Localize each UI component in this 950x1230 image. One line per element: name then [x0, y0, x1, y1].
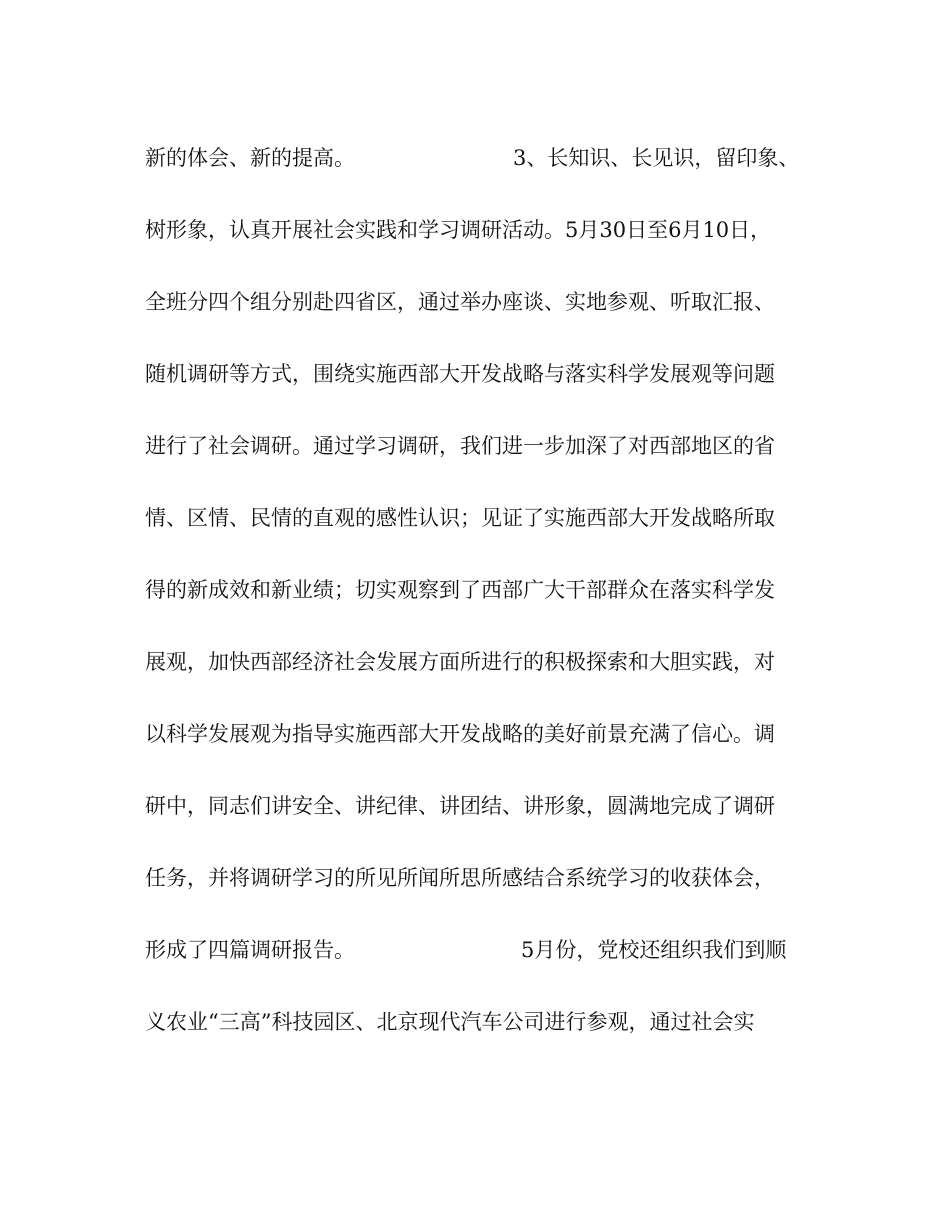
- text-line-11: 任务，并将调研学习的所见所闻所思所感结合系统学习的收获体会，: [145, 866, 775, 890]
- line-12-segment-2: 5月份，党校还组织我们到顺: [521, 938, 787, 962]
- line-1-segment-1: 新的体会、新的提高。: [145, 146, 355, 170]
- text-line-10: 研中，同志们讲安全、讲纪律、讲团结、讲形象，圆满地完成了调研: [145, 794, 775, 818]
- text-line-7: 得的新成效和新业绩；切实观察到了西部广大干部群众在落实科学发: [145, 578, 775, 602]
- text-line-1: [145, 140, 815, 176]
- text-line-2: 树形象，认真开展社会实践和学习调研活动。5月30日至6月10日，: [145, 218, 772, 242]
- line-1-segment-2: 3、长知识、长见识，留印象、: [513, 146, 800, 170]
- text-line-12: [145, 932, 815, 968]
- text-line-4: 随机调研等方式，围绕实施西部大开发战略与落实科学发展观等问题: [145, 362, 775, 386]
- line-12-segment-1: 形成了四篇调研报告。: [145, 938, 355, 962]
- text-line-6: 情、区情、民情的直观的感性认识；见证了实施西部大开发战略所取: [145, 506, 775, 530]
- text-line-13: 义农业“三高”科技园区、北京现代汽车公司进行参观，通过社会实: [145, 1010, 755, 1034]
- text-line-9: 以科学发展观为指导实施西部大开发战略的美好前景充满了信心。调: [145, 722, 775, 746]
- text-line-3: 全班分四个组分别赴四省区，通过举办座谈、实地参观、听取汇报、: [145, 290, 775, 314]
- body-text: [145, 140, 815, 1076]
- text-line-8: 展观，加快西部经济社会发展方面所进行的积极探索和大胆实践，对: [145, 650, 775, 674]
- text-line-5: 进行了社会调研。通过学习调研，我们进一步加深了对西部地区的省: [145, 434, 775, 458]
